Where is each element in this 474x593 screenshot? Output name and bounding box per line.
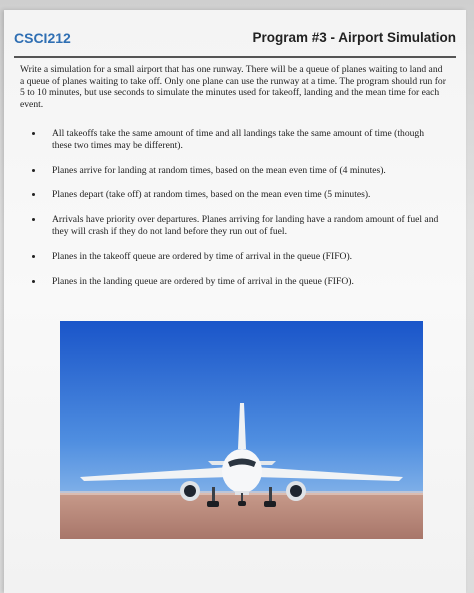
- list-item: [26, 251, 446, 263]
- list-item: [26, 128, 446, 152]
- list-item-text: Planes depart (take off) at random times, based on the mean even time (5 minutes).: [52, 189, 371, 201]
- bullet-icon: [32, 255, 35, 258]
- fuselage: [222, 449, 262, 493]
- bullet-icon: [32, 193, 35, 196]
- list-item-text: Planes arrive for landing at random times, based on the mean even time of (4 minutes).: [52, 164, 386, 176]
- bullet-icon: [32, 132, 35, 135]
- course-code: CSCI212: [14, 30, 71, 46]
- list-item-text: Planes in the takeoff queue are ordered by time of arrival in the queue (FIFO).: [52, 250, 353, 262]
- bullet-icon: [32, 218, 35, 221]
- list-item-text: Planes in the landing queue are ordered by time of arrival in the queue (FIFO).: [52, 275, 354, 287]
- list-item: [26, 276, 446, 288]
- program-title: Program #3 - Airport Simulation: [252, 30, 456, 45]
- bullet-icon: [32, 280, 35, 283]
- list-item-text: All takeoffs take the same amount of time and all landings take the same amount of time (though these two times may be different).: [52, 128, 425, 151]
- airplane-illustration: [60, 321, 423, 539]
- bullet-icon: [32, 169, 35, 172]
- list-item: [26, 165, 446, 177]
- intro-paragraph: Write a simulation for a small airport that has one runway. There will be a queue of planes waiting to land and a queue of planes waiting to take off. Only one plane can use the runway at a time. The program should run for 5 to 10 minutes, but use seconds to simulate the minutes used for takeoff, landing and the mean time for each event.: [20, 64, 446, 110]
- airplane-photo: [60, 321, 423, 539]
- list-item: [26, 189, 446, 201]
- header-divider: [14, 56, 456, 58]
- list-item-text: Arrivals have priority over departures. Planes arriving for landing have a random amount of fuel and they will crash if they do not land before they run out of fuel.: [52, 214, 439, 237]
- document-header: [14, 30, 456, 52]
- list-item: [26, 214, 446, 238]
- requirements-list: [26, 128, 446, 300]
